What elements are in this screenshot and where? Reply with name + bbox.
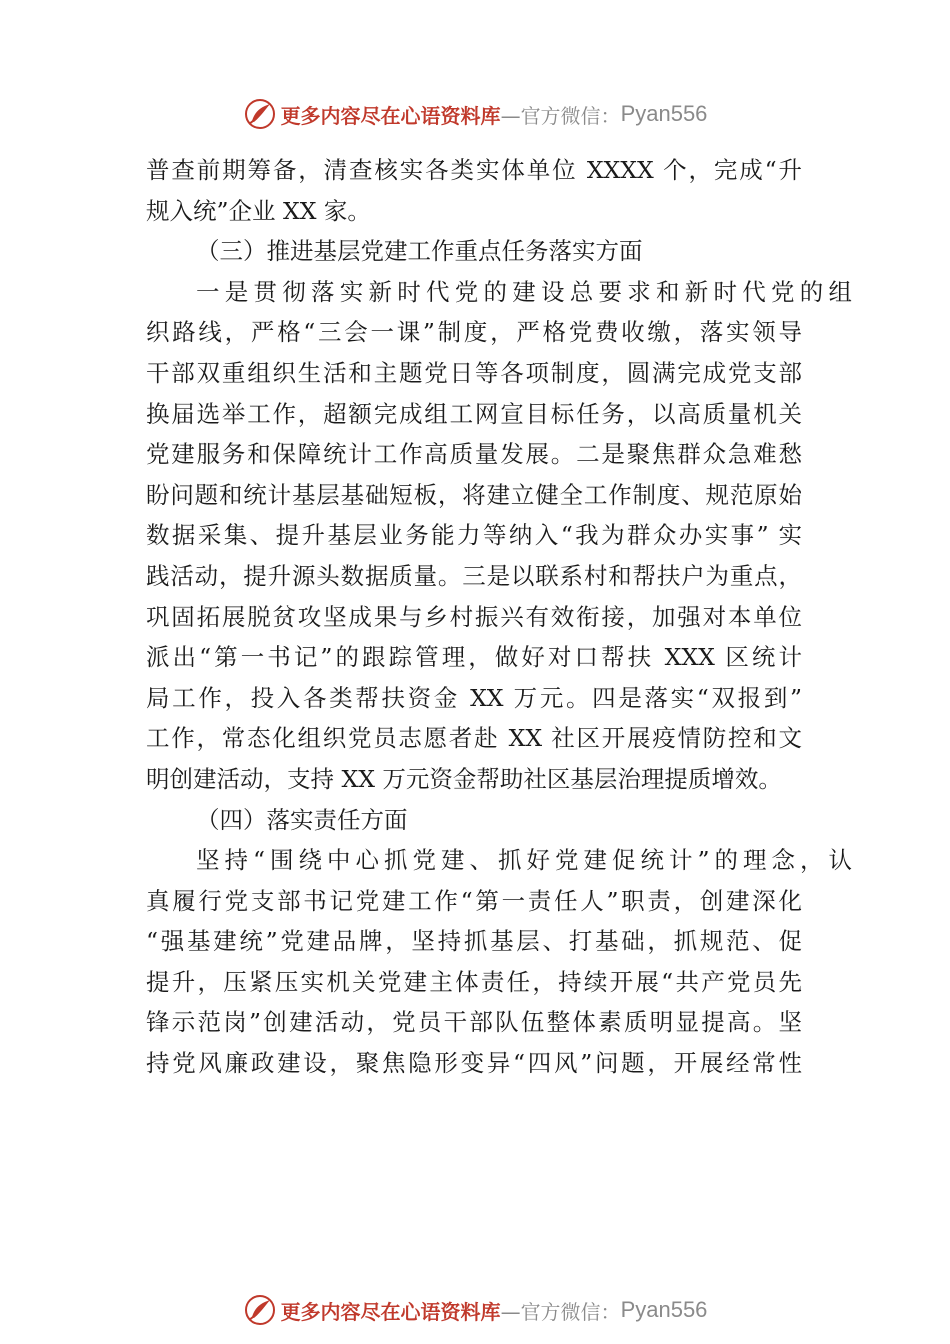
banner-subtitle: —官方微信： xyxy=(500,1299,621,1324)
text-line: 普查前期筹备，清查核实各类实体单位 XXXX 个，完成“升 xyxy=(146,156,802,184)
text-line: 真履行党支部书记党建工作“第一责任人”职责，创建深化 xyxy=(146,886,802,915)
brand-logo-icon xyxy=(243,97,277,131)
text-line: 一是贯彻落实新时代党的建设总要求和新时代党的组 xyxy=(196,277,852,306)
text-line: 工作，常态化组织党员志愿者赴 XX 社区开展疫情防控和文 xyxy=(146,724,802,753)
text-line: 换届选举工作，超额完成组工网宣目标任务，以高质量机关 xyxy=(146,399,802,428)
text-line: 织路线，严格“三会一课”制度，严格党费收缴，落实领导 xyxy=(146,318,802,347)
text-line: 践活动，提升源头数据质量。三是以联系村和帮扶户为重点， xyxy=(146,561,802,590)
text-line: 持党风廉政建设，聚焦隐形变异“四风”问题，开展经常性 xyxy=(146,1049,802,1078)
text-line: 提升，压紧压实机关党建主体责任，持续开展“共产党员先 xyxy=(146,967,802,996)
document-body xyxy=(146,150,852,1084)
text-line: 党建服务和保障统计工作高质量发展。二是聚焦群众急难愁 xyxy=(146,440,802,469)
text-line: 明创建活动，支持 XX 万元资金帮助社区基层治理提质增效。 xyxy=(146,764,782,793)
text-line: 坚持“围绕中心抓党建、抓好党建促统计”的理念，认 xyxy=(196,846,852,875)
text-line: 锋示范岗”创建活动，党员干部队伍整体素质明显提高。坚 xyxy=(146,1008,802,1037)
text-line: 巩固拓展脱贫攻坚成果与乡村振兴有效衔接，加强对本单位 xyxy=(146,602,802,631)
banner-wechat-id: Pyan556 xyxy=(620,101,708,126)
text-line: 局工作，投入各类帮扶资金 XX 万元。四是落实“双报到” xyxy=(146,683,802,712)
section-heading: （四）落实责任方面 xyxy=(196,805,408,834)
section-heading: （三）推进基层党建工作重点任务落实方面 xyxy=(196,237,643,266)
banner-title: 更多内容尽在心语资料库 xyxy=(280,103,501,128)
banner-wechat-id: Pyan556 xyxy=(620,1297,708,1322)
text-line: 数据采集、提升基层业务能力等纳入“我为群众办实事” 实 xyxy=(146,521,802,550)
text-line: 干部双重组织生活和主题党日等各项制度，圆满完成党支部 xyxy=(146,358,802,387)
brand-logo-icon xyxy=(243,1293,277,1327)
text-line: 规入统”企业 XX 家。 xyxy=(146,196,371,225)
text-line: 派出“第一书记”的跟踪管理，做好对口帮扶 XXX 区统计 xyxy=(146,643,802,672)
text-line: “强基建统”党建品牌，坚持抓基层、打基础，抓规范、促 xyxy=(146,927,802,956)
header-banner xyxy=(0,94,950,134)
footer-banner xyxy=(0,1290,950,1330)
banner-title: 更多内容尽在心语资料库 xyxy=(280,1299,501,1324)
banner-subtitle: —官方微信： xyxy=(500,103,621,128)
text-line: 盼问题和统计基层基础短板，将建立健全工作制度、规范原始 xyxy=(146,480,802,509)
